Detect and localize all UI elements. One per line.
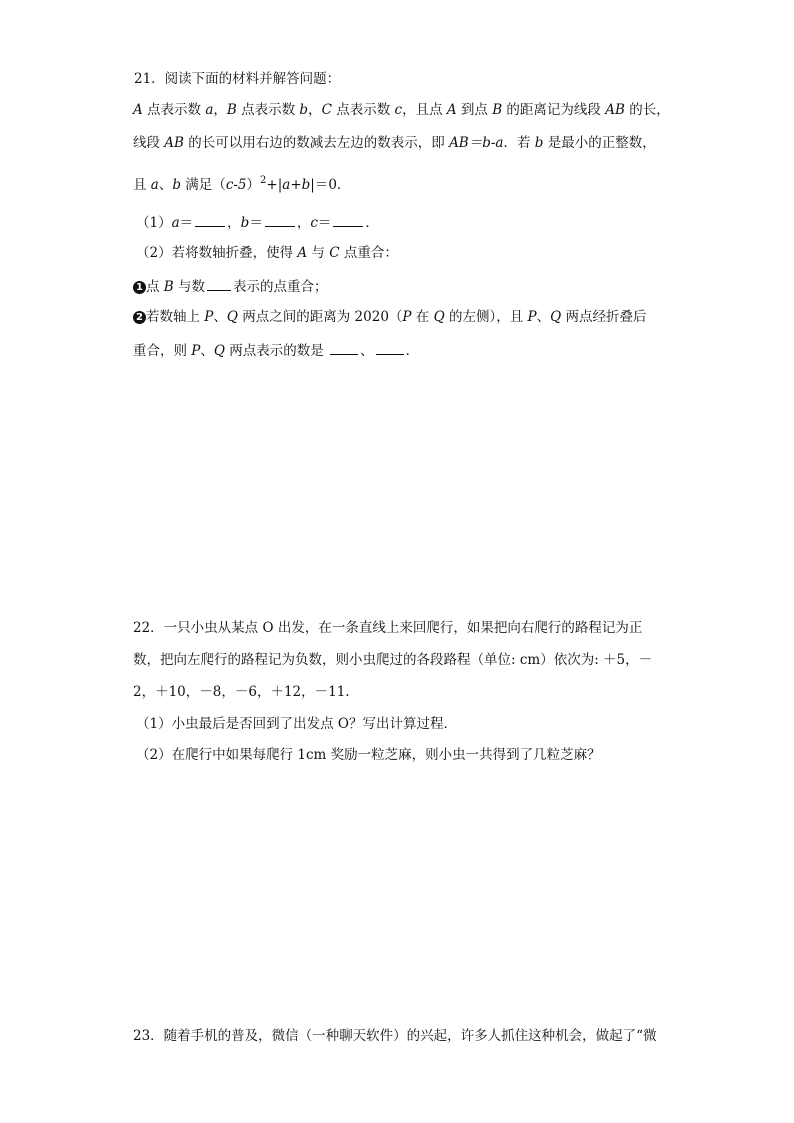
answer-blank-fold-b <box>207 276 231 291</box>
q22-line2: 数，把向左爬行的路程记为负数，则小虫爬过的各段路程（单位: cm）依次为: ＋5，－ <box>133 652 653 668</box>
q21-sub2: 2 若数轴上 P、Q 两点之间的距离为 2020（P 在 Q 的左侧），且 P、Q 两点经折叠后 <box>133 308 647 326</box>
answer-blank-p <box>330 340 358 355</box>
q22-part1: （1）小虫最后是否回到了出发点 O？写出计算过程． <box>136 716 457 732</box>
answer-blank-b <box>265 212 295 227</box>
q21-sub1: 1 点 B 与数 表示的点重合； <box>133 276 328 296</box>
q23-line1: 23．随着手机的普及，微信（一种聊天软件）的兴起，许多人抓住这种机会，做起了“微 <box>133 1028 657 1044</box>
q21-line1: A 点表示数 a，B 点表示数 b，C 点表示数 c，且点 A 到点 B 的距离记为线段 AB 的长， <box>133 102 670 118</box>
q21-title: 21．阅读下面的材料并解答问题： <box>134 71 341 87</box>
circled-number-2: 2 <box>133 311 146 324</box>
q21-line2: 线段 AB 的长可以用右边的数减去左边的数表示，即 AB＝b-a．若 b 是最小的正整数， <box>133 135 656 151</box>
q22-part2: （2）在爬行中如果每爬行 1cm 奖励一粒芝麻，则小虫一共得到了几粒芝麻？ <box>136 747 601 763</box>
answer-blank-c <box>333 212 363 227</box>
q21-line3: 且 a、b 满足$(c-5)^2+|a+b|=0$． <box>133 175 351 193</box>
q21-part1: （1）a＝ ，b＝ ，c＝ ． <box>136 212 379 232</box>
answer-blank-q <box>376 340 404 355</box>
q22-line3: 2，＋10，－8，－6，＋12，－11. <box>133 684 350 700</box>
q21-part2: （2）若将数轴折叠，使得 A 与 C 点重合： <box>136 245 398 261</box>
q22-line1: 22．一只小虫从某点 O 出发，在一条直线上来回爬行，如果把向右爬行的路程记为正 <box>133 620 643 636</box>
answer-blank-a <box>195 212 225 227</box>
q21-sub2-cont: 重合，则 P、Q 两点表示的数是 、 ． <box>133 340 419 360</box>
circled-number-1: 1 <box>133 281 146 294</box>
